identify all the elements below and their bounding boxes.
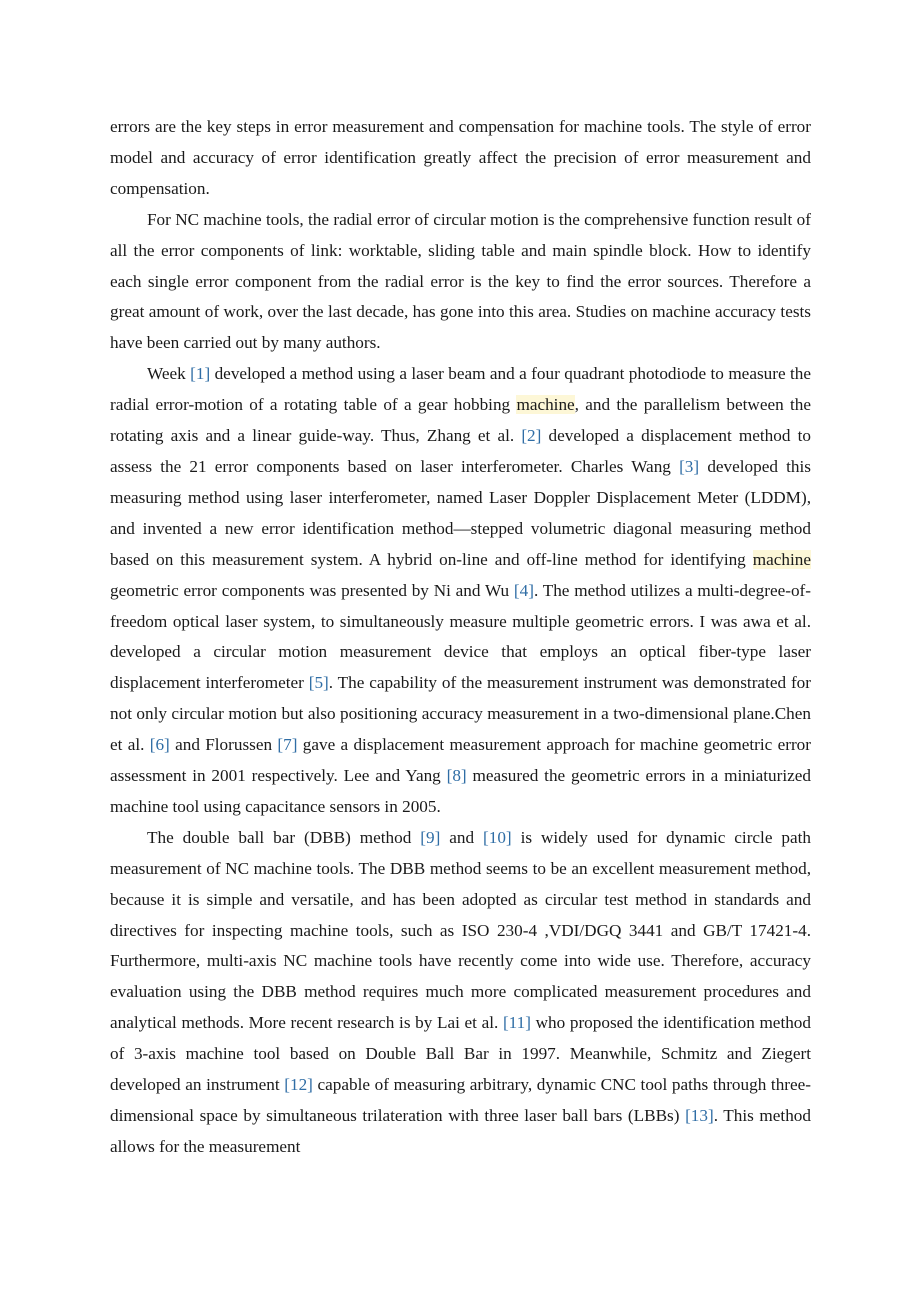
paragraph bbox=[110, 823, 811, 1163]
body-text bbox=[110, 112, 811, 1163]
text-segment: . The capability of the measurement instrument was demonstrated for not only circular motion but also positioning accuracy measurement in a two-dimensional plane.Chen et al. bbox=[110, 673, 811, 755]
text-segment: is widely used for dynamic circle path measurement of NC machine tools. The DBB method seems to be an excellent measurement method, because it is simple and versatile, and has been adopted as circular test method in standards and directives for inspecting machine tools, such as ISO 230-4 ,VDI/DGQ 3441 and GB/T 17421-4. Furthermore, multi-axis NC machine tools have recently come into wide use. Therefore, accuracy evaluation using the DBB method requires much more complicated measurement procedures and analytical methods. More recent research is by Lai et al. bbox=[110, 827, 811, 1033]
text-segment: who proposed the identification method of 3-axis machine tool based on Double Ball Bar in 1997. Meanwhile, Schmitz and Ziegert developed an instrument bbox=[110, 1013, 811, 1095]
text-segment: , and the parallelism between the rotating axis and a linear guide-way. Thus, Zhang et al. bbox=[110, 395, 811, 446]
citation-link[interactable]: [11] bbox=[502, 1013, 531, 1033]
citation-link[interactable]: [12] bbox=[284, 1075, 313, 1095]
citation-link[interactable]: [4] bbox=[513, 580, 534, 600]
text-segment: developed a method using a laser beam and a four quadrant photodiode to measure the radial error-motion of a rotating table of a gear hobbing bbox=[110, 364, 811, 415]
highlighted-term: machine bbox=[752, 549, 811, 569]
citation-link[interactable]: [1] bbox=[190, 364, 211, 384]
citation-link[interactable]: [5] bbox=[308, 673, 329, 693]
text-segment: geometric error components was presented by Ni and Wu bbox=[110, 580, 514, 600]
text-segment: The double ball bar (DBB) method bbox=[147, 827, 421, 847]
citation-link[interactable]: [9] bbox=[420, 827, 441, 847]
citation-link[interactable]: [3] bbox=[679, 456, 700, 476]
citation-link[interactable]: [8] bbox=[446, 766, 467, 786]
citation-link[interactable]: [6] bbox=[149, 735, 170, 755]
highlighted-term: machine bbox=[516, 395, 575, 415]
citation-link[interactable]: [7] bbox=[277, 735, 298, 755]
text-segment: Week bbox=[147, 364, 191, 384]
text-segment: . This method allows for the measurement bbox=[110, 1106, 811, 1156]
citation-link[interactable]: [10] bbox=[483, 827, 512, 847]
text-segment: developed a displacement method to assess the 21 error components based on laser interferometer. Charles Wang bbox=[110, 426, 811, 476]
citation-link[interactable]: [2] bbox=[521, 426, 542, 446]
text-segment: gave a displacement measurement approach for machine geometric error assessment in 2001 respectively. Lee and Yang bbox=[110, 735, 811, 786]
text-segment: For NC machine tools, the radial error of circular motion is the comprehensive function result of all the error components of link: worktable, sliding table and main spindle block. How to identify each single error component from the radial error is the key to find the error sources. Therefore a great amount of work, over the last decade, has gone into this area. Studies on machine accuracy tests have been carried out by many authors. bbox=[110, 209, 811, 353]
text-segment: and Florussen bbox=[169, 735, 278, 755]
text-segment: developed this measuring method using laser interferometer, named Laser Doppler Displacement Meter (LDDM), and invented a new error identification method—stepped volumetric diagonal measuring method based on this measurement system. A hybrid on-line and off-line method for identifying bbox=[110, 456, 811, 569]
text-segment: errors are the key steps in error measurement and compensation for machine tools. The style of error model and accuracy of error identification greatly affect the precision of error measurement and compensation. bbox=[110, 117, 811, 198]
text-segment: measured the geometric errors in a miniaturized machine tool using capacitance sensors in 2005. bbox=[110, 766, 811, 816]
paragraph bbox=[110, 205, 811, 360]
paragraph bbox=[110, 359, 811, 823]
text-segment: . The method utilizes a multi-degree-of-freedom optical laser system, to simultaneously measure multiple geometric errors. I was awa et al. developed a circular motion measurement device that employs an optical fiber-type laser displacement interferometer bbox=[110, 580, 811, 693]
text-segment: and bbox=[440, 827, 484, 847]
text-segment: capable of measuring arbitrary, dynamic CNC tool paths through three-dimensional space by simultaneous trilateration with three laser ball bars (LBBs) bbox=[110, 1075, 811, 1125]
citation-link[interactable]: [13] bbox=[685, 1106, 714, 1125]
paragraph bbox=[110, 112, 811, 205]
